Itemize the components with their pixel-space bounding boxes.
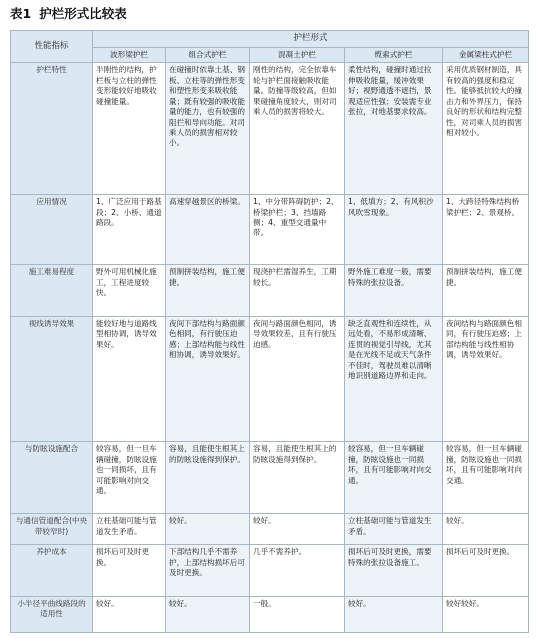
table-cell: 夜间与路面颜色相同，诱导效果较差，且有行驶压迫感。 xyxy=(250,316,345,442)
header-column: 金属梁柱式护栏 xyxy=(443,47,529,62)
table-cell: 半刚性的结构，护栏板与立柱的弹性变形能较好地吸收碰撞能量。 xyxy=(93,63,166,195)
table-title: 护栏形式比较表 xyxy=(39,6,127,21)
table-row xyxy=(11,195,529,265)
table-cell: 采用优质钢材制造，具有较高的强度和稳定性。能够抵抗较大的撞击力和外界压力，保持良好的形状和结构完整性，对司乘人员的损害相对较小。 xyxy=(443,63,529,195)
table-cell: 柔性结构，碰撞时通过拉伸吸收能量，缓冲效果好；视野通透不遮挡，景观适应性强；安装需专业张拉，对地基要求较高。 xyxy=(345,63,443,195)
header-group: 护栏形式 xyxy=(93,31,529,48)
table-cell: 较好。 xyxy=(443,514,529,545)
table-cell: 立柱基础可能与管道发生矛盾。 xyxy=(93,514,166,545)
table-cell: 较容易，但一旦车辆碰撞，防眩设施也一同损坏，且有可能影响对向交通。 xyxy=(345,442,443,514)
header-column: 混凝土护栏 xyxy=(250,47,345,62)
table-cell: 在碰撞时依靠土基、钢板、立柱等的弹性形变和塑性形变来吸收能量；既有较强的吸收能量的能力，也有较强的阻拦和导向功能。对司乘人员的损害相对较小。 xyxy=(166,63,250,195)
table-row xyxy=(11,545,529,597)
table-cell: 1、中分带阵碍防护；2、桥梁护栏；3、挡墙路侧；4、重型交通量中带。 xyxy=(250,195,345,265)
table-cell: 损坏后可及时更换，需要特殊的张拉设备施工。 xyxy=(345,545,443,597)
row-label: 与防眩设施配合 xyxy=(11,442,93,514)
table-cell: 较好。 xyxy=(166,514,250,545)
row-label: 养护成本 xyxy=(11,545,93,597)
table-caption xyxy=(10,4,127,22)
table-cell: 较好。 xyxy=(250,514,345,545)
table-cell: 较好。 xyxy=(93,596,166,632)
row-label: 施工难易程度 xyxy=(11,265,93,317)
table-row xyxy=(11,514,529,545)
table-cell: 现浇护栏需湿养生，工期较长。 xyxy=(250,265,345,317)
table-cell: 夜间下部结构与路面颜色相同，有行驶压迫感；上部结构能与线性相协调，诱导效果好。 xyxy=(166,316,250,442)
header-column: 组合式护栏 xyxy=(166,47,250,62)
table-cell: 野外可用机械化施工，工程进度较快。 xyxy=(93,265,166,317)
table-cell: 较好较好。 xyxy=(443,596,529,632)
table-cell: 损坏后可及时更换。 xyxy=(443,545,529,597)
table-cell: 立柱基础可能与管道发生矛盾。 xyxy=(345,514,443,545)
table-cell: 容易，且能使生根其上的防眩设施得到保护。 xyxy=(166,442,250,514)
table-cell: 较容易，但一旦车辆碰撞，防眩设施也一同损坏，且有可能影响对向交通。 xyxy=(93,442,166,514)
table-cell: 容易，且能使生根其上的防眩设施得到保护。 xyxy=(250,442,345,514)
header-row-group xyxy=(11,31,529,48)
comparison-table xyxy=(10,30,529,633)
table-row xyxy=(11,316,529,442)
table-row xyxy=(11,63,529,195)
table-cell: 1、低填方；2、有风积沙风吹雪现象。 xyxy=(345,195,443,265)
table-cell: 预制拼装结构，施工便捷。 xyxy=(166,265,250,317)
table-number: 表1 xyxy=(10,6,32,21)
table-cell: 1、广泛应用于路基段；2、小桥、通道路段。 xyxy=(93,195,166,265)
table-cell: 能较好地与道路线型相协调，诱导效果好。 xyxy=(93,316,166,442)
table-cell: 缺乏直观性和连续性，从远处看，不易形成清晰、连贯的视觉引导线，尤其是在光线不足或天气条件不佳时，驾驶员难以清晰地识别道路边界和走向。 xyxy=(345,316,443,442)
table-cell: 几乎不需养护。 xyxy=(250,545,345,597)
table-cell: 野外施工难度一般，需要特殊的张拉设备。 xyxy=(345,265,443,317)
row-label: 与通信管道配合(中央带较窄时) xyxy=(11,514,93,545)
table-cell: 夜间结构与路面颜色相同，有行驶压迫感；上部结构能与线性相协调，诱导效果好。 xyxy=(443,316,529,442)
row-label: 视线诱导效果 xyxy=(11,316,93,442)
table-row xyxy=(11,442,529,514)
table-cell: 1、大跨径特殊结构桥梁护栏；2、景观桥。 xyxy=(443,195,529,265)
table-cell: 预制拼装结构，施工便捷。 xyxy=(443,265,529,317)
row-label: 小半径平曲线路段的适用性 xyxy=(11,596,93,632)
table-cell: 较好。 xyxy=(166,596,250,632)
header-column: 缆索式护栏 xyxy=(345,47,443,62)
table-cell: 损坏后可及时更换。 xyxy=(93,545,166,597)
table-cell: 高速穿越景区的桥梁。 xyxy=(166,195,250,265)
table-cell: 一般。 xyxy=(250,596,345,632)
table-cell: 下部结构几乎不需养护，上部结构损坏后可及时更换。 xyxy=(166,545,250,597)
table-cell: 刚性的结构，完全依靠车轮与护栏面接触吸收能量。防撞等级较高，但如果碰撞角度较大，则对司乘人员的损害将较大。 xyxy=(250,63,345,195)
table-cell: 较好。 xyxy=(345,596,443,632)
row-label: 护栏特性 xyxy=(11,63,93,195)
table-row xyxy=(11,596,529,632)
row-label: 应用情况 xyxy=(11,195,93,265)
table-row xyxy=(11,265,529,317)
header-metric: 性能指标 xyxy=(11,31,93,63)
header-column: 波形梁护栏 xyxy=(93,47,166,62)
table-cell: 较容易，但一旦车辆碰撞，防眩设施也一同损坏，且有可能影响对向交通。 xyxy=(443,442,529,514)
